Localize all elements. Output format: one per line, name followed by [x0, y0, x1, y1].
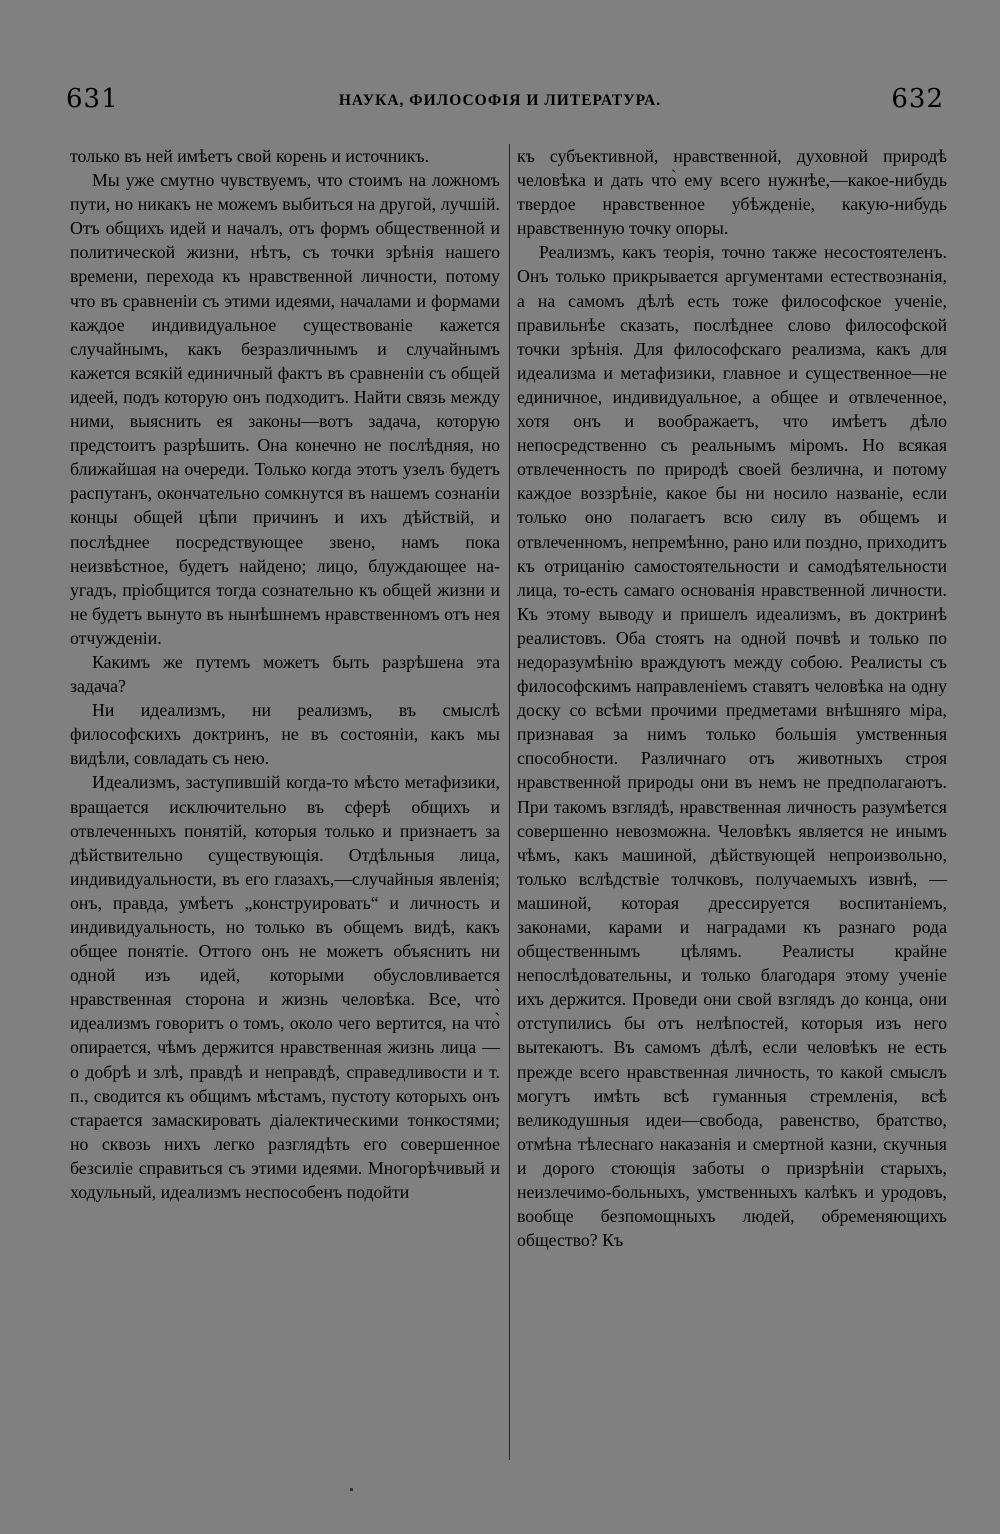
paragraph: Мы уже смутно чувствуемъ, что стоимъ на ложномъ пути, но никакъ не можемъ выбиться на другой, лучшій. Отъ общихъ идей и началъ, отъ формъ общественной и политической жизни, нѣтъ, съ точки зрѣнія нашего времени, перехода къ нравственной личности, потому что въ сравненіи съ этими идеями, началами и формами каждое индивидуальное существованіе кажется случайнымъ, какъ безразличнымъ и случайнымъ кажется всякій единичный фактъ въ сравненіи съ общей идеей, подъ которую онъ подходитъ. Найти связь между ними, выяснить ея законы—вотъ задача, которую предстоитъ разрѣшить. Она конечно не послѣдняя, но ближайшая на очереди. Только когда этотъ узелъ будетъ распутанъ, окончательно сомкнутся въ нашемъ сознаніи концы общей цѣпи причинъ и ихъ дѣйствій, и послѣднее посредствующее звено, намъ пока неизвѣстное, будетъ найдено; лицо, блуждающее на-угадъ, пріобщится тогда сознательно къ общей жизни и не будетъ вынуто въ нынѣшнемъ нравственномъ отъ нея отчужденіи.: [70, 170, 500, 648]
left-text-column: [70, 144, 500, 1204]
left-page-number: 631: [66, 84, 119, 114]
print-speck: [350, 1488, 353, 1491]
right-page-number: 632: [891, 84, 944, 114]
page-header: [0, 84, 1000, 124]
right-text-column: [517, 144, 947, 1252]
column-divider: [509, 144, 510, 1460]
paragraph: Ни идеализмъ, ни реализмъ, въ смыслѣ философскихъ доктринъ, не въ состояніи, какъ мы видѣли, совладать съ нею.: [70, 700, 500, 769]
paragraph: Идеализмъ, заступившій когда-то мѣсто метафизики, вращается исключительно въ сферѣ общихъ и отвлеченныхъ понятій, которыя только и признаетъ за дѣйствительно существующія. Отдѣльныя лица, индивидуальности, въ его глазахъ,—случайныя явленія; онъ, правда, умѣетъ „конструировать“ и личность и индивидуальность, но только въ общемъ видѣ, какъ общее понятіе. Оттого онъ не можетъ объяснить ни одной изъ идей, которыми обусловливается нравственная сторона и жизнь человѣка. Все, что̀ идеализмъ говоритъ о томъ, около чего вертится, на что̀ опирается, чѣмъ держится нравственная жизнь лица — о добрѣ и злѣ, правдѣ и неправдѣ, справедливости и т. п., сводится къ общимъ мѣстамъ, пустоту которыхъ онъ старается замаскировать діалектическими тонкостями; но сквозь нихъ легко разглядѣть его совершенное безсиліе справиться съ этими идеями. Многорѣчивый и ходульный, идеализмъ неспособенъ подойти: [70, 772, 500, 1203]
paragraph: только въ ней имѣетъ свой корень и источникъ.: [70, 146, 430, 166]
paragraph: къ субъективной, нравственной, духовной природѣ человѣка и дать что̀ ему всего нужнѣе,—какое-нибудь твердое нравственное убѣжденіе, какую-нибудь нравственную точку опоры.: [517, 146, 947, 239]
running-title: НАУКА, ФИЛОСОФІЯ И ЛИТЕРАТУРА.: [338, 92, 662, 109]
paragraph: Какимъ же путемъ можетъ быть разрѣшена эта задача?: [70, 651, 500, 697]
paragraph: Реализмъ, какъ теорія, точно также несостоятеленъ. Онъ только прикрывается аргументами естествознанія, а на самомъ дѣлѣ есть тоже философское ученіе, правильнѣе сказать, послѣднее слово философской точки зрѣнія. Для философскаго реализма, какъ для идеализма и метафизики, главное и существенное—не единичное, индивидуальное, а общее и отвлеченное, хотя онъ и воображаетъ, что имѣетъ дѣло непосредственно съ реальнымъ міромъ. Но всякая отвлеченность по природѣ своей безлична, и потому каждое воззрѣніе, какое бы ни носило названіе, если только оно полагаетъ всю силу въ общемъ и отвлеченномъ, непремѣнно, рано или поздно, приходитъ къ отрицанію самостоятельности и самодѣятельности лица, то-есть самаго основанія нравственной личности. Къ этому выводу и пришелъ идеализмъ, въ доктринѣ реалистовъ. Оба стоятъ на одной почвѣ и только по недоразумѣнію враждуютъ между собою. Реалисты съ философскимъ направленіемъ ставятъ человѣка на одну доску со всѣми прочими предметами внѣшняго міра, признавая за нимъ только большія умственныя способности. Различнаго отъ животныхъ строя нравственной природы они въ немъ не предполагаютъ. При такомъ взглядѣ, нравственная личность разумѣется совершенно невозможна. Человѣкъ является не инымъ чѣмъ, какъ машиной, дѣйствующей непроизвольно, только вслѣдствіе толчковъ, получаемыхъ извнѣ, — машиной, которая дрессируется воспитаніемъ, законами, карами и наградами къ разнаго рода общественнымъ цѣлямъ. Реалисты крайне непослѣдовательны, и только благодаря этому ученіе ихъ держится. Проведи они свой взглядъ до конца, они отступились бы отъ нелѣпостей, которыя изъ него вытекаютъ. Въ самомъ дѣлѣ, если человѣкъ не есть прежде всего нравственная личность, то какой смыслъ могутъ имѣть всѣ гуманныя стремленія, всѣ великодушныя идеи—свобода, равенство, братство, отмѣна тѣлеснаго наказанія и смертной казни, скучныя и дорого стоющія заботы о призрѣніи старыхъ, неизлечимо-больныхъ, умственныхъ калѣкъ и уродовъ, вообще безпомощныхъ людей, обременяющихъ общество? Къ: [517, 242, 947, 1251]
